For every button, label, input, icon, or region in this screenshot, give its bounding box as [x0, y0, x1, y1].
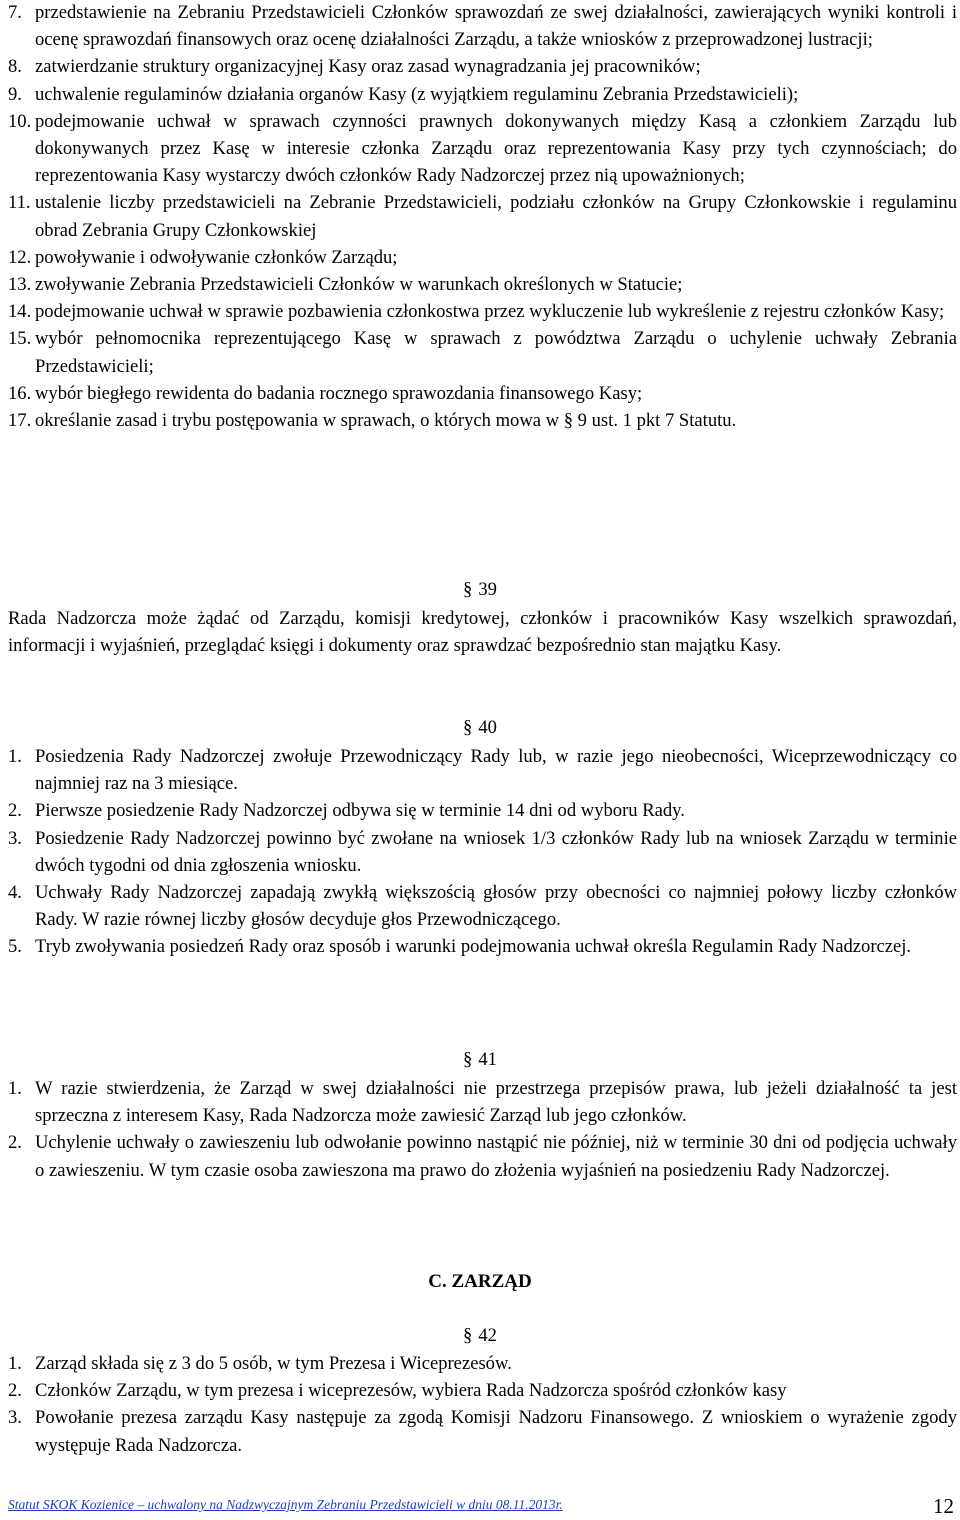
list-item-number: 1. [8, 746, 22, 767]
section-symbol: § [463, 717, 473, 738]
list-item [8, 244, 957, 271]
list-item-text: Posiedzenia Rady Nadzorczej zwołuje Przewodniczący Rady lub, w razie jego nieobecności, Wiceprzewodniczący co najmniej raz na 3 miesiące. [35, 746, 957, 795]
list-item [8, 81, 957, 108]
section-number: 42 [478, 1325, 497, 1346]
list-item [8, 797, 957, 824]
list-item [8, 879, 957, 933]
list-item-text: Posiedzenie Rady Nadzorczej powinno być zwołane na wniosek 1/3 członków Rady lub na wniosek Zarządu w terminie dwóch tygodni od dnia zgłoszenia wniosku. [35, 827, 957, 876]
list-item-number: 8. [8, 56, 22, 78]
list-item-number: 12. [8, 246, 32, 268]
footer-statute-link[interactable]: Statut SKOK Kozienice – uchwalony na Nadzwyczajnym Zebraniu Przedstawicieli w dniu 08.11.2013r. [8, 1497, 563, 1512]
list-item [8, 825, 957, 879]
section-40-heading [0, 714, 960, 741]
list-item-text: wybór biegłego rewidenta do badania rocznego sprawozdania finansowego Kasy; [35, 382, 643, 404]
list-item-text: ustalenie liczby przedstawicieli na Zebranie Przedstawicieli, podziału członków na Grupy Członkowskie i regulaminu obrad Zebrania Grupy Członkowskiej [35, 192, 957, 241]
list-item-text: przedstawienie na Zebraniu Przedstawicieli Członków sprawozdań ze swej działalności, zawierających wyniki kontroli i ocenę sprawozdań finansowych oraz ocenę działalności Zarządu, a także wniosków z przeprowadzonej lustracji; [35, 2, 957, 51]
list-item-number: 13. [8, 274, 32, 296]
list-item [8, 1075, 957, 1129]
list-item-number: 1. [8, 1078, 22, 1099]
list-item-number: 4. [8, 882, 22, 904]
section-39-text: Rada Nadzorcza może żądać od Zarządu, komisji kredytowej, członków i pracowników Kasy wszelkich sprawozdań, informacji i wyjaśnień, przeglądać księgi i dokumenty oraz sprawdzać bezpośrednio stan majątku Kasy. [8, 608, 957, 657]
list-item-text: Uchylenie uchwały o zawieszeniu lub odwołanie powinno nastąpić nie później, niż w terminie 30 dni od podjęcia uchwały o zawieszeniu. W tym czasie osoba zawieszona ma prawo do złożenia wyjaśnień na posiedzeniu Rady Nadzorczej. [35, 1132, 957, 1181]
page-number: 12 [933, 1494, 954, 1518]
list-item-text: określanie zasad i trybu postępowania w sprawach, o których mowa w § 9 ust. 1 pkt 7 Statutu. [35, 410, 737, 432]
section-42-heading [0, 1322, 960, 1349]
list-item [8, 298, 957, 325]
list-item [8, 1129, 957, 1183]
section-41-list [8, 1075, 957, 1184]
list-item [8, 53, 957, 80]
list-item [8, 108, 957, 190]
list-item-text: powoływanie i odwoływanie członków Zarządu; [35, 246, 398, 268]
list-item-number: 10. [8, 110, 32, 132]
list-item [8, 0, 957, 53]
section-symbol: § [463, 1049, 473, 1070]
list-item [8, 1404, 957, 1458]
list-item-number: 17. [8, 410, 32, 432]
list-item-text: Tryb zwoływania posiedzeń Rady oraz sposób i warunki podejmowania uchwał określa Regulamin Rady Nadzorczej. [35, 936, 912, 958]
list-item-number: 1. [8, 1353, 22, 1374]
list-item-number: 15. [8, 328, 32, 350]
list-item-text: wybór pełnomocnika reprezentującego Kasę w sprawach z powództwa Zarządu o uchylenie uchwały Zebrania Przedstawicieli; [35, 328, 957, 377]
list-item-number: 3. [8, 827, 22, 849]
section-number: 40 [478, 717, 497, 738]
list-item [8, 743, 957, 797]
list-item-number: 3. [8, 1407, 22, 1429]
list-item-text: Członków Zarządu, w tym prezesa i wiceprezesów, wybiera Rada Nadzorcza spośród członków kasy [35, 1380, 787, 1402]
list-item-text: podejmowanie uchwał w sprawach czynności prawnych dokonywanych między Kasą a członkiem Zarządu lub dokonywanych przez Kasę w interesie członka Zarządu oraz reprezentowania Kasy przy tych czynnościach; do reprezentowania Kasy wystarczy dwóch członków Rady Nadzorczej przez nią upoważnionych; [35, 110, 957, 187]
section-40-list [8, 743, 957, 961]
list-item-number: 11. [8, 192, 31, 214]
list-item-text: Uchwały Rady Nadzorczej zapadają zwykłą większością głosów przy obecności co najmniej połowy liczby członków Rady. W razie równej liczby głosów decyduje głos Przewodniczącego. [35, 882, 957, 931]
section-42-list [8, 1350, 957, 1459]
list-item [8, 325, 957, 379]
section-number: 41 [478, 1049, 497, 1070]
list-item [8, 933, 957, 960]
list-item-number: 16. [8, 382, 32, 404]
section-number: 39 [478, 579, 497, 600]
list-item-text: zatwierdzanie struktury organizacyjnej Kasy oraz zasad wynagradzania jej pracowników; [35, 56, 701, 78]
section-symbol: § [463, 1325, 473, 1346]
list-item-number: 2. [8, 800, 22, 822]
competence-list [8, 0, 957, 434]
list-item-number: 14. [8, 301, 32, 323]
list-item [8, 189, 957, 243]
list-item-number: 2. [8, 1132, 22, 1154]
chapter-heading: C. ZARZĄD [428, 1271, 532, 1292]
list-item-number: 9. [8, 83, 22, 105]
list-item [8, 1350, 957, 1377]
list-item-text: uchwalenie regulaminów działania organów Kasy (z wyjątkiem regulaminu Zebrania Przedstawicieli); [35, 83, 799, 105]
section-41-heading [0, 1046, 960, 1073]
list-item-text: W razie stwierdzenia, że Zarząd w swej działalności nie przestrzega przepisów prawa, lub jeżeli działalność ta jest sprzeczna z interesem Kasy, Rada Nadzorcza może zawiesić Zarząd lub jego członków. [35, 1078, 957, 1127]
list-item-number: 2. [8, 1380, 22, 1402]
section-39-heading [0, 576, 960, 603]
list-item-text: podejmowanie uchwał w sprawie pozbawienia członkostwa przez wykluczenie lub wykreślenie z rejestru członków Kasy; [35, 301, 945, 323]
list-item-text: Zarząd składa się z 3 do 5 osób, w tym Prezesa i Wiceprezesów. [35, 1353, 512, 1374]
list-item-text: Powołanie prezesa zarządu Kasy następuje za zgodą Komisji Nadzoru Finansowego. Z wnioskiem o wyrażenie zgody występuje Rada Nadzorcza. [35, 1407, 957, 1456]
list-item [8, 1377, 957, 1404]
section-symbol: § [463, 579, 473, 600]
list-item-number: 5. [8, 936, 22, 958]
list-item [8, 380, 957, 407]
list-item-text: Pierwsze posiedzenie Rady Nadzorczej odbywa się w terminie 14 dni od wyboru Rady. [35, 800, 685, 822]
list-item-number: 7. [8, 2, 22, 23]
list-item [8, 271, 957, 298]
list-item [8, 407, 957, 434]
list-item-text: zwoływanie Zebrania Przedstawicieli Członków w warunkach określonych w Statucie; [35, 274, 683, 296]
